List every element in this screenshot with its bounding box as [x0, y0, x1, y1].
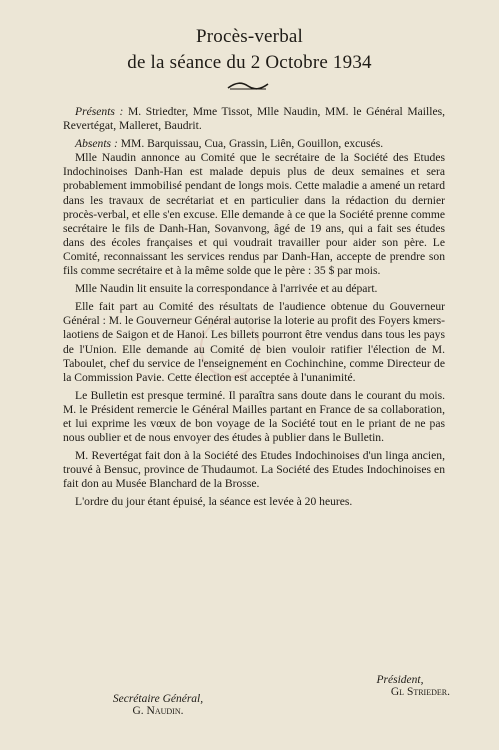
- paragraph-donation: M. Revertégat fait don à la Société des Etudes Indochinoises d'un linga ancien, trouvé à Bensuc, province de Thudaumot. La Société des Etudes Indochinoises en fait don au Musée Blanchard de la Brosse.: [63, 449, 445, 491]
- title-line-1: Procès-verbal: [195, 26, 304, 47]
- signature-secretary-role: Secrétaire Général,: [112, 693, 204, 705]
- paragraph-bulletin: Le Bulletin est presque terminé. Il paraîtra sans doute dans le courant du mois. M. le Président remercie le Général Mailles partant en France de sa collaboration, et lui exprime les vœux de bon voyage de la Société tout en le priant de ne pas nous oublier et de nous envoyer des études à publier dans le Bulletin.: [63, 388, 445, 445]
- paragraph-audience: Elle fait part au Comité des résultats de l'audience obtenue du Gouverneur Général : M. le Gouverneur Général autorise la loterie au profit des Foyers kmers-laotiens de Saigon et de Hanoi. Les billets pourront être vendus dans tous les pays de l'Union. Elle demande au Comité de bien vouloir ratifier l'élection de M. Taboulet, chef du service de l'enseignement en Cochinchine, comme Directeur de la Commission Pavie. Cette élection est acceptée à l'unanimité.: [63, 300, 445, 384]
- presents-paragraph: [63, 105, 445, 133]
- paragraph-closing: L'ordre du jour étant épuisé, la séance est levée à 20 heures.: [75, 495, 353, 509]
- signature-president-name: Gl Strieder.: [390, 686, 450, 698]
- presents-label: Présents :: [75, 105, 124, 118]
- absents-label: Absents :: [75, 137, 118, 151]
- signature-president: [320, 674, 450, 698]
- absents-paragraph: [63, 137, 445, 151]
- signature-secretary-name: G. Naudin.: [132, 705, 184, 717]
- paragraph-secretary: Mlle Naudin annonce au Comité que le secrétaire de la Société des Etudes Indochinoises Danh-Han est malade depuis plus de deux semaines et sera probablement immobilisé pendant de longs mois. Cette maladie a amené un retard dans les travaux de secrétariat et en particulier dans la rédaction du dernier procès-verbal, et elle s'en excuse. Elle demande à ce que la Société prenne comme secrétaire le fils de Danh-Han, Sovanvong, âgé de 19 ans, qui a fait ses études dans des écoles françaises et qui voudrait travailler pour aider son père. Le Comité, reconnaissant les services rendus par Danh-Han, accepte de prendre son fils comme secrétaire et à la même solde que le père : 35 $ par mois.: [63, 151, 445, 278]
- title-line-2: de la séance du 2 Octobre 1934: [127, 52, 372, 73]
- signature-secretary: [78, 693, 238, 717]
- ornament-flourish-icon: [226, 80, 270, 92]
- presents-text: M. Striedter, Mme Tissot, Mlle Naudin, MM. le Général Mailles, Revertégat, Malleret, Baudrit.: [63, 105, 446, 133]
- signature-president-role: Président,: [376, 674, 424, 686]
- absents-text: MM. Barquissau, Cua, Grassin, Liên, Gouillon, excusés.: [120, 137, 384, 151]
- paragraph-correspondence: Mlle Naudin lit ensuite la correspondance à l'arrivée et au départ.: [75, 282, 378, 296]
- minutes-body: [63, 105, 445, 510]
